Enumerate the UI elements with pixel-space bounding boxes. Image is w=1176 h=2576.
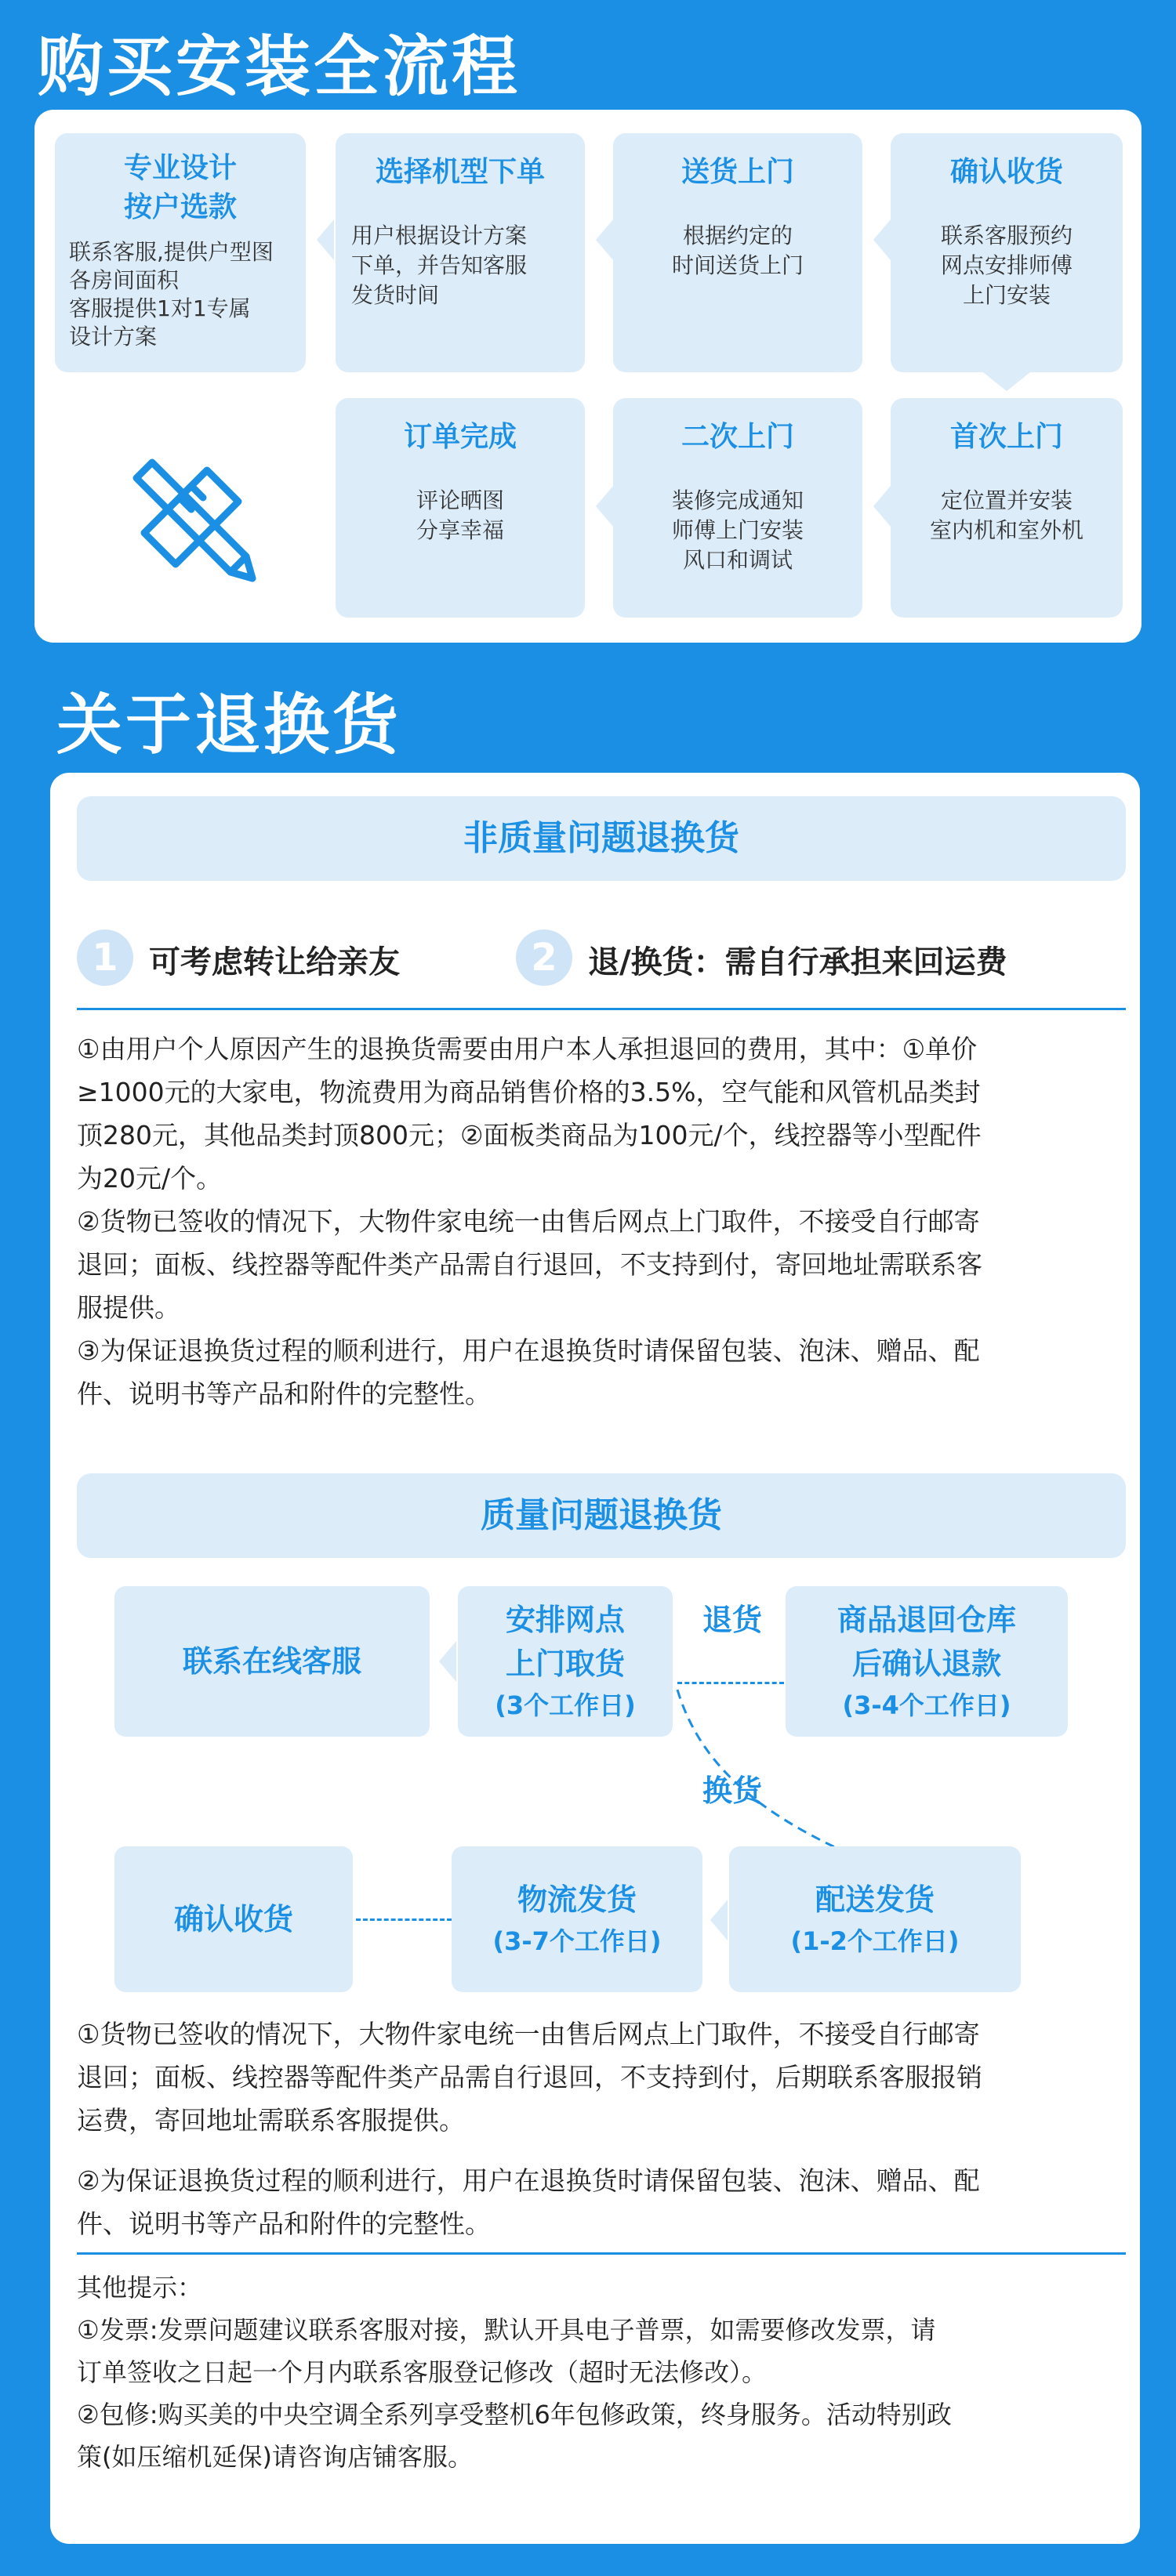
step-order-desc: 用户根据设计方案 xyxy=(351,223,528,248)
paragraph-line: 服提供。 xyxy=(77,1292,180,1323)
arrow-icon xyxy=(596,219,613,260)
paragraph-line: ②为保证退换货过程的顺利进行，用户在退换货时请保留包装、泡沫、赠品、配 xyxy=(77,2165,980,2196)
step-delivery xyxy=(613,133,862,372)
flow-pickup-label: 上门取货 xyxy=(505,1647,625,1681)
step-design xyxy=(55,133,306,372)
step-complete-desc: 评论晒图 xyxy=(416,487,504,513)
step-second-visit-title: 二次上门 xyxy=(681,421,794,453)
option-number-1: 1 xyxy=(77,929,133,986)
step-first-visit xyxy=(891,398,1123,618)
paragraph-line: ③为保证退换货过程的顺利进行，用户在退换货时请保留包装、泡沫、赠品、配 xyxy=(77,1335,980,1366)
paragraph-line: 策(如压缩机延保)请咨询店铺客服。 xyxy=(77,2442,473,2472)
step-second-visit xyxy=(613,398,862,618)
confirm-connector xyxy=(356,1918,452,1921)
step-delivery-title: 送货上门 xyxy=(681,156,794,188)
step-delivery-desc: 根据约定的 xyxy=(682,223,793,248)
arrow-icon xyxy=(710,1900,728,1940)
quality-paragraphs xyxy=(77,2013,1127,2245)
non-quality-band: 非质量问题退换货 xyxy=(77,796,1126,881)
arrow-icon xyxy=(873,219,891,260)
paragraph-line: 为20元/个。 xyxy=(77,1163,223,1194)
step-confirm-title: 确认收货 xyxy=(949,156,1063,188)
divider xyxy=(77,2252,1126,2255)
option-2-text: 退/换货：需自行承担来回运费 xyxy=(588,944,1007,980)
step-complete xyxy=(336,398,585,618)
step-design-desc: 各房间面积 xyxy=(69,267,180,293)
step-order-desc: 发货时间 xyxy=(351,282,440,308)
flow-refund-label: 后确认退款 xyxy=(851,1647,1001,1681)
paragraph-line: 件、说明书等产品和附件的完整性。 xyxy=(77,1379,491,1409)
flow-logistics-label: 物流发货 xyxy=(517,1882,637,1917)
flow-contact-label: 联系在线客服 xyxy=(182,1644,361,1679)
option-number-2: 2 xyxy=(516,929,572,986)
flow-confirm-label: 确认收货 xyxy=(173,1902,293,1937)
flow-refund-label: 商品退回仓库 xyxy=(837,1603,1016,1637)
step-confirm-desc: 联系客服预约 xyxy=(940,223,1073,248)
flow-pickup-label: 安排网点 xyxy=(505,1603,625,1637)
flow-delivery-days: (1-2个工作日) xyxy=(790,1926,960,1956)
purchase-flow-panel xyxy=(34,110,1142,643)
step-design-title-2: 按户选款 xyxy=(123,191,237,223)
flow-pickup-days: (3个工作日) xyxy=(495,1690,636,1720)
divider xyxy=(77,1008,1126,1010)
flow-logistics-days: (3-7个工作日) xyxy=(492,1926,662,1956)
return-label: 退货 xyxy=(702,1603,763,1637)
flow-delivery xyxy=(729,1846,1021,1992)
quality-band: 质量问题退换货 xyxy=(77,1473,1126,1558)
flow-logistics xyxy=(452,1846,702,1992)
paragraph-line: ①发票:发票问题建议联系客服对接，默认开具电子普票，如需要修改发票，请 xyxy=(77,2315,936,2345)
step-second-visit-desc: 师傅上门安装 xyxy=(671,517,804,543)
step-design-desc: 设计方案 xyxy=(69,324,158,350)
arrow-icon xyxy=(596,486,613,527)
paragraph-line: ①货物已签收的情况下，大物件家电统一由售后网点上门取件，不接受自行邮寄 xyxy=(77,2019,980,2049)
step-design-desc: 客服提供1对1专属 xyxy=(69,295,251,321)
step-order-desc: 下单，并告知客服 xyxy=(351,252,528,278)
flow-pickup xyxy=(458,1586,673,1737)
step-confirm xyxy=(891,133,1123,372)
step-confirm-desc: 上门安装 xyxy=(962,282,1051,308)
option-1-text: 可考虑转让给亲友 xyxy=(149,944,400,980)
step-first-visit-title: 首次上门 xyxy=(949,421,1063,453)
ruler-pencil-icon xyxy=(113,439,270,599)
step-complete-title: 订单完成 xyxy=(403,421,517,453)
arrow-icon xyxy=(439,1641,456,1682)
exchange-label: 换货 xyxy=(702,1773,763,1808)
paragraph-line: 顶280元，其他品类封顶800元；②面板类商品为100元/个，线控器等小型配件 xyxy=(77,1120,982,1150)
arrow-icon xyxy=(317,219,334,260)
flow-refund-days: (3-4个工作日) xyxy=(842,1690,1011,1720)
flow-confirm xyxy=(114,1846,353,1992)
step-first-visit-desc: 室内机和室外机 xyxy=(929,517,1083,543)
step-delivery-desc: 时间送货上门 xyxy=(671,252,804,278)
paragraph-line: 订单签收之日起一个月内联系客服登记修改（超时无法修改）。 xyxy=(77,2357,768,2387)
step-confirm-desc: 网点安排师傅 xyxy=(940,252,1073,278)
other-tips xyxy=(77,2266,1127,2478)
paragraph-line: ①由用户个人原因产生的退换货需要由用户本人承担退回的费用，其中：①单价 xyxy=(77,1034,978,1064)
paragraph-line: 件、说明书等产品和附件的完整性。 xyxy=(77,2208,491,2239)
paragraph-line: ≥1000元的大家电，物流费用为商品销售价格的3.5%，空气能和风管机品类封 xyxy=(77,1077,981,1107)
flow-contact xyxy=(114,1586,430,1737)
paragraph-line: ②货物已签收的情况下，大物件家电统一由售后网点上门取件，不接受自行邮寄 xyxy=(77,1206,980,1237)
paragraph-line: ②包修:购买美的中央空调全系列享受整机6年包修政策，终身服务。活动特别政 xyxy=(77,2400,952,2429)
step-design-desc: 联系客服,提供户型图 xyxy=(69,239,274,265)
step-order-title: 选择机型下单 xyxy=(375,156,545,188)
step-second-visit-desc: 装修完成通知 xyxy=(671,487,804,513)
paragraph-line: 退回；面板、线控器等配件类产品需自行退回，不支持到付，后期联系客服报销 xyxy=(77,2062,982,2092)
flow-delivery-label: 配送发货 xyxy=(815,1882,935,1917)
returns-panel xyxy=(50,773,1140,2544)
other-tips-heading: 其他提示： xyxy=(77,2273,203,2302)
paragraph-line: 退回；面板、线控器等配件类产品需自行退回，不支持到付，寄回地址需联系客 xyxy=(77,1249,982,1280)
section-title-purchase: 购买安装全流程 xyxy=(38,28,521,105)
step-design-title-1: 专业设计 xyxy=(123,152,237,184)
step-order xyxy=(336,133,585,372)
step-second-visit-desc: 风口和调试 xyxy=(682,547,793,573)
exchange-connector xyxy=(670,1682,873,1862)
paragraph-line: 运费，寄回地址需联系客服提供。 xyxy=(77,2105,465,2136)
arrow-icon xyxy=(873,486,891,527)
step-complete-desc: 分享幸福 xyxy=(416,517,504,543)
section-title-returns: 关于退换货 xyxy=(56,687,402,763)
step-first-visit-desc: 定位置并安装 xyxy=(940,487,1073,513)
non-quality-paragraphs xyxy=(77,1027,1127,1415)
arrow-down-icon xyxy=(983,372,1030,391)
